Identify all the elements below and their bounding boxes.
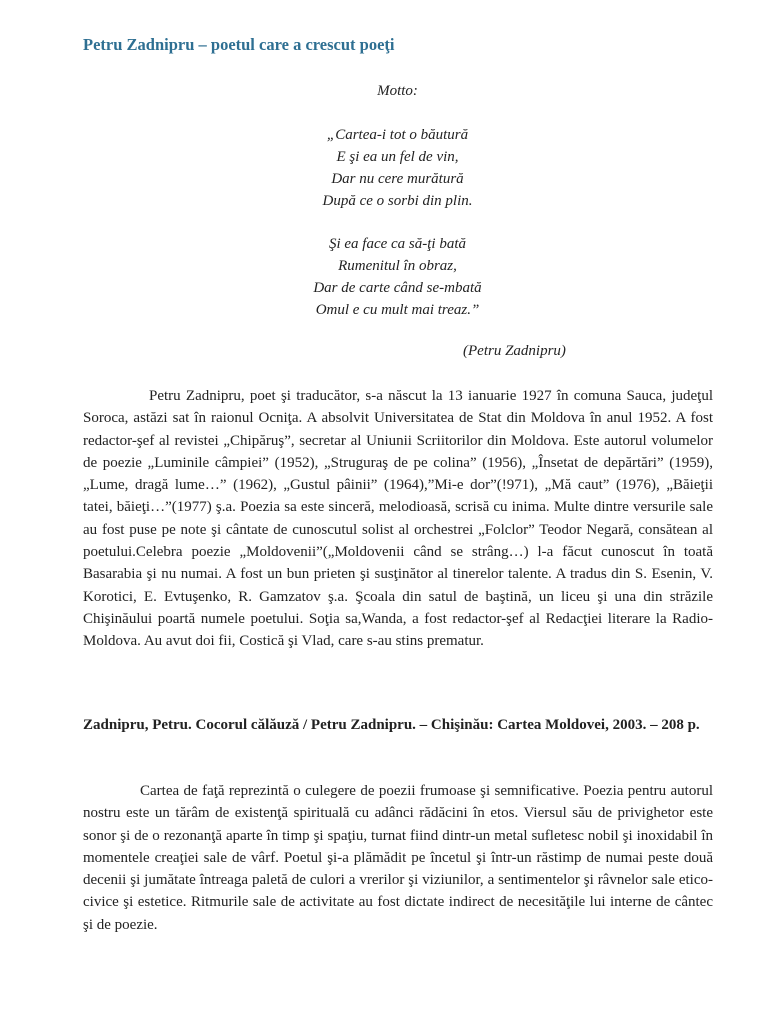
motto-line: Şi ea face ca să-ţi bată xyxy=(328,236,467,252)
review-paragraph: Cartea de faţă reprezintă o culegere de poezii frumoase şi semnificative. Poezia pentru autorul nostru este un tărâm de existenţă spirituală cu adânci rădăcini în etos. Viersul său de privighetor este sonor şi de o rezonanţă aparte în timp şi spaţiu, turnat fiind dintr-un metal sufletesc nobil şi inoxidabil în momentele creaţiei sale de vârf. Poetul şi-a plămădit pe încetul şi într-un răstimp de numai peste două decenii şi jumătate întreaga paletă de culori a vrerilor şi viziunilor, a sentimentelor şi râvnelor sale etico-civice şi estetice. Ritmurile sale de activitate au fost dictate indirect de necesităţile lui interne de cântec şi de poezie. xyxy=(83,783,713,933)
motto-line: După ce o sorbi din plin. xyxy=(322,193,473,209)
article-title: Petru Zadnipru – poetul care a crescut poeţi xyxy=(83,35,395,54)
biography-paragraph: Petru Zadnipru, poet şi traducător, s-a născut la 13 ianuarie 1927 în comuna Sauca, judeţul Soroca, astăzi sat în raionul Ocniţa. A absolvit Universitatea de Stat din Moldova în anul 1952. A fost redactor-şef al revistei „Chipăruş”, secretar al Uniunii Scriitorilor din Moldova. Este autorul volumelor de poezie „Luminile câmpiei” (1952), „Struguraş de pe colina” (1956), „Însetat de depărtări” (1959), „Lume, dragă lume…” (1962), „Gustul pâinii” (1964),”Mi-e dor”(!971), „Mă caut” (1976), „Băieţii tatei, băieţi…”(1977) ş.a. Poezia sa este sinceră, melodioasă, scrisă cu inima. Multe dintre versurile sale au fost puse pe note şi cântate de cunoscutul solist al orchestrei „Folclor” Teodor Negară, consătean al poetului.Celebra poezie „Moldovenii”(„Moldovenii când se strâng…) l-a făcut cunoscut în toată Basarabia şi nu numai. A fost un bun prieten şi susţinător al tinerelor talente. A tradus din S. Esenin, V. Korotici, E. Evtuşenko, R. Gamzatov ş.a. Şcoala din satul de baştină, un liceu şi una din străzile Chişinăului poartă numele poetului. Soţia sa,Wanda, a fost redactor-şef al Redacţiei literare la Radio-Moldova. Au avut doi fii, Costică şi Vlad, care s-au stins prematur. xyxy=(83,388,713,650)
motto-label xyxy=(0,80,768,102)
motto-label-text: Motto: xyxy=(377,83,418,99)
motto-line: Dar de carte când se-mbată xyxy=(313,280,482,296)
motto-line: Rumenitul în obraz, xyxy=(338,258,457,274)
motto-stanza-1 xyxy=(0,124,768,212)
motto-line: „Cartea-i tot o băutură xyxy=(326,127,469,143)
motto-attribution: (Petru Zadnipru) xyxy=(463,343,566,359)
motto-line: Omul e cu mult mai treaz.” xyxy=(315,302,480,318)
motto-stanza-2 xyxy=(0,233,768,321)
motto-line: Dar nu cere murătură xyxy=(331,171,464,187)
book-reference-heading: Zadnipru, Petru. Cocorul călăuză / Petru Zadnipru. – Chişinău: Cartea Moldovei, 2003. – 208 p. xyxy=(83,717,700,733)
motto-line: E şi ea un fel de vin, xyxy=(336,149,459,165)
